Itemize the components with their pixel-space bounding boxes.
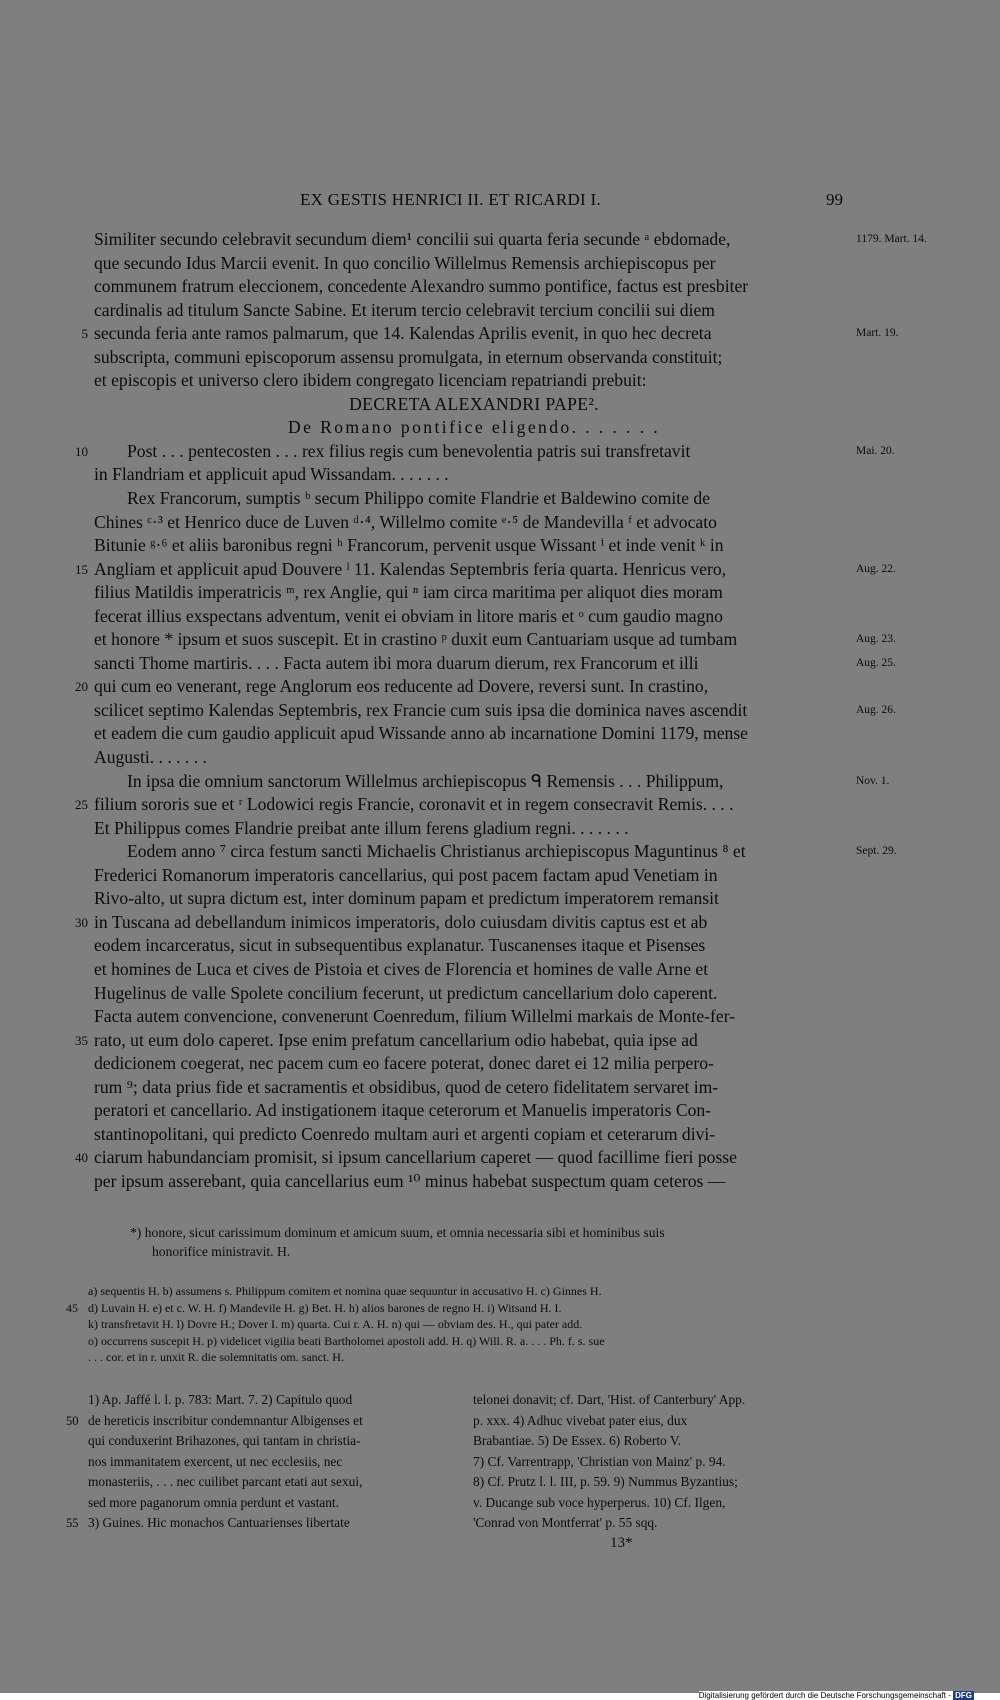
line-number: 40 (75, 1150, 88, 1166)
text-line-content: et honore * ipsum et suos suscepit. Et in crastino ᵖ duxit eum Cantuariam usque ad tumbam (94, 629, 738, 650)
margin-date: Aug. 22. (856, 562, 896, 575)
margin-date: Aug. 25. (856, 656, 896, 669)
text-line (94, 1170, 854, 1194)
text-line (94, 982, 854, 1006)
text-line (94, 605, 854, 629)
text-line (94, 1099, 854, 1123)
apparatus-text: . . . cor. et in r. unxit R. die solemnitatis om. sanct. H. (88, 1350, 344, 1365)
text-line-content: rum ⁹; data prius fide et sacramentis et obsidibus, quod de cetero fidelitatem servaret im- (94, 1076, 719, 1097)
footnote-text: nos immanitatem exercent, ut nec ecclesiis, nec (88, 1453, 343, 1469)
margin-date: Mai. 20. (856, 444, 895, 457)
text-line (94, 934, 854, 958)
text-line (94, 581, 854, 605)
text-line-content: communem fratrum eleccionem, concedente Alexandro summo pontifice, factus est presbiter (94, 276, 749, 297)
apparatus-line (66, 1300, 858, 1317)
text-line (94, 887, 854, 911)
text-line-content: Post . . . pentecosten . . . rex filius regis cum benevolentia patris sui transfretavit (127, 440, 691, 461)
footnotes-left-column (66, 1390, 458, 1534)
footnote-text: 8) Cf. Prutz l. l. III, p. 59. 9) Nummus Byzantius; (473, 1474, 738, 1489)
text-line (94, 652, 896, 676)
star-footnote-line: honorifice ministravit. H. (152, 1244, 291, 1259)
text-line-content: filium sororis sue et ʳ Lodowici regis Francie, coronavit et in regem consecravit Remis. . . . (94, 794, 734, 815)
apparatus-line (88, 1283, 858, 1300)
footnote-text: 3) Guines. Hic monachos Cantuarienses libertate (88, 1515, 350, 1530)
footnote-text: qui conduxerint Brihazones, qui tantam in christia- (88, 1433, 361, 1448)
text-line-content: in Tuscana ad debellandum inimicos imperatoris, dolo cuiusdam divitis captus est et ab (94, 911, 708, 932)
text-line-content: scilicet septimo Kalendas Septembris, rex Francie cum suis ipsa die dominica naves ascendit (94, 699, 748, 720)
line-number: 35 (75, 1032, 88, 1048)
text-line-content: cardinalis ad titulum Sancte Sabine. Et iterum tercio celebravit tercium concilii sui diem (94, 299, 715, 320)
text-line-content: DECRETA ALEXANDRI PAPE². (349, 393, 599, 414)
footnote-line (88, 1472, 458, 1493)
signature-mark: 13* (610, 1535, 633, 1551)
line-number: 25 (75, 797, 88, 813)
text-line-content: Hugelinus de valle Spolete concilium fecerunt, ut predictum cancellarium dolo caperent. (94, 982, 718, 1003)
star-footnote-line: *) honore, sicut carissimum dominum et amicum suum, et omnia necessaria sibi et hominibus suis (130, 1225, 665, 1240)
text-line-content: dedicionem coegerat, nec pacem cum eo facere poterat, donec daret ei 12 milia perpero- (94, 1053, 714, 1074)
text-line (75, 675, 854, 699)
text-line (75, 911, 854, 935)
text-line-content: rato, ut eum dolo caperet. Ipse enim prefatum cancellarium odio habebat, quia ipse ad (94, 1029, 698, 1050)
text-line (94, 369, 854, 393)
text-line-content: que secundo Idus Marcii evenit. In quo concilio Willelmus Remensis archiepiscopus per (94, 252, 716, 273)
footnote-text: v. Ducange sub voce hyperperus. 10) Cf. Ilgen, (473, 1494, 726, 1510)
text-line-content: Et Philippus comes Flandrie preibat ante illum ferens gladium regni. . . . . . . (94, 817, 629, 838)
text-line-content: in Flandriam et applicuit apud Wissandam. . . . . . . (94, 464, 449, 485)
text-line-content: In ipsa die omnium sanctorum Willelmus archiepiscopus ᑫ Remensis . . . Philippum, (127, 770, 724, 791)
text-line-content: per ipsum asserebant, quia cancellarius eum ¹⁰ minus habebat suspectum quam ceteros — (94, 1170, 726, 1191)
text-line (94, 252, 854, 276)
text-line (94, 416, 854, 440)
text-line-content: Augusti. . . . . . . (94, 747, 207, 768)
line-number: 50 (66, 1413, 79, 1428)
line-number: 20 (75, 679, 88, 695)
footnotes-right-column (473, 1390, 843, 1534)
text-line-content: sancti Thome martiris. . . . Facta autem ibi mora duarum dierum, rex Francorum et illi (94, 652, 699, 673)
footnote-line (88, 1431, 458, 1452)
apparatus-text: o) occurrens suscepit H. p) videlicet vigilia beati Bartholomei apostoli add. H. q) Will. R. a. . . . Ph. f. s. sue (88, 1333, 605, 1348)
text-line (94, 628, 896, 652)
apparatus-text: d) Luvain H. e) et c. W. H. f) Mandevile H. g) Bet. H. h) alios barones de regno H. i) Witsand H. I. (88, 1300, 562, 1315)
text-line (94, 864, 854, 888)
text-line (94, 393, 854, 417)
footnote-text: Brabantiae. 5) De Essex. 6) Roberto V. (473, 1433, 682, 1448)
line-number: 5 (81, 326, 88, 342)
apparatus-text: a) sequentis H. b) assumens s. Philippum comitem et nomina quae sequuntur in accusativo H. c) Ginnes H. (88, 1284, 602, 1298)
line-number: 45 (66, 1300, 78, 1315)
footnote-text: sed more paganorum omnia perdunt et vastant. (88, 1494, 340, 1510)
dfg-logo: DFG (955, 1691, 972, 1700)
text-line-content: Chines ᶜ·³ et Henrico duce de Luven ᵈ·⁴, Willelmo comite ᵉ·⁵ de Mandevilla ᶠ et advocato (94, 511, 717, 532)
margin-date: Sept. 29. (856, 845, 897, 858)
text-line (94, 699, 896, 723)
text-line-content: et eadem die cum gaudio applicuit apud Wissande anno ab incarnatione Domini 1179, mense (94, 723, 748, 744)
text-line (94, 511, 854, 535)
footnote-line (88, 1452, 458, 1473)
text-line (94, 746, 854, 770)
text-line-content: Frederici Romanorum imperatoris cancellarius, qui post pacem factam apud Venetiam in (94, 864, 718, 885)
critical-apparatus (66, 1283, 858, 1366)
footnote-line (473, 1390, 843, 1411)
apparatus-line (88, 1349, 858, 1366)
text-line-content: filius Matildis imperatricis ᵐ, rex Anglie, qui ⁿ iam circa maritima per aliquot dies moram (94, 582, 723, 603)
footnote-text: 1) Ap. Jaffé l. l. p. 783: Mart. 7. 2) Capitulo quod (88, 1392, 353, 1407)
text-line (94, 346, 854, 370)
text-line-content: Bitunie ᵍ·⁶ et aliis baronibus regni ʰ Francorum, pervenit usque Wissant ⁱ et inde venit ᵏ in (94, 535, 724, 556)
margin-date: Mart. 19. (856, 327, 899, 340)
text-line-content: et homines de Luca et cives de Pistoia et cives de Florencia et homines de valle Arne et (94, 958, 709, 979)
text-line (94, 958, 854, 982)
text-line-content: subscripta, communi episcoporum assensu promulgata, in eternum observanda constituit; (94, 346, 723, 367)
footnote-text: de hereticis inscribitur condemnantur Albigenses et (88, 1412, 363, 1428)
footnote-line (66, 1411, 458, 1432)
text-line-content: Eodem anno ⁷ circa festum sancti Michaelis Christianus archiepiscopus Maguntinus ⁸ et (127, 841, 746, 862)
apparatus-line (88, 1316, 858, 1333)
footnote-line (473, 1411, 843, 1432)
text-line (94, 1005, 854, 1029)
line-number: 30 (75, 914, 88, 930)
footnote-line (473, 1452, 843, 1473)
text-line (75, 1146, 854, 1170)
line-number: 55 (66, 1516, 79, 1530)
footnote-line (66, 1513, 458, 1534)
margin-date: 1179. Mart. 14. (856, 233, 927, 245)
credit-text: Digitalisierung gefördert durch die Deutsche Forschungsgemeinschaft - (698, 1691, 951, 1700)
text-line-content: Similiter secundo celebravit secundum diem¹ concilii sui quarta feria secunde ᵃ ebdomade, (94, 229, 731, 249)
footnote-line (473, 1431, 843, 1452)
footnote-line (473, 1472, 843, 1493)
margin-date: Aug. 26. (856, 703, 896, 716)
text-line-content: fecerat illius exspectans adventum, venit ei obviam in litore maris et ᵒ cum gaudio magno (94, 605, 723, 626)
text-line (94, 228, 927, 252)
footnote-text: 'Conrad von Montferrat' p. 55 sqq. (473, 1515, 658, 1530)
footnote-text: 7) Cf. Varrentrapp, 'Christian von Mainz' p. 94. (473, 1453, 726, 1469)
text-line-content: peratori et cancellario. Ad instigationem itaque ceterorum et Manuelis imperatoris Con- (94, 1100, 712, 1121)
line-number: 15 (75, 561, 88, 577)
text-line (94, 487, 854, 511)
text-line-content: Angliam et applicuit apud Douvere ˡ 11. Kalendas Septembris feria quarta. Henricus vero, (94, 558, 727, 579)
footnote-line (473, 1513, 843, 1534)
apparatus-text: k) transfretavit H. l) Dovre H.; Dover I. m) quarta. Cui r. A. H. n) qui — obviam des. H., qui pater add. (88, 1317, 583, 1332)
footnote-text: p. xxx. 4) Adhuc vivebat pater eius, dux (473, 1412, 688, 1428)
text-line (94, 770, 890, 794)
text-line (75, 440, 895, 464)
text-line (94, 299, 854, 323)
footnote-line (88, 1390, 458, 1411)
text-line (94, 1123, 854, 1147)
text-line-content: Facta autem convencione, convenerunt Coenredum, filium Willelmi markais de Monte-fer- (94, 1006, 736, 1027)
text-line-content: De Romano pontifice eligendo. . . . . . . (287, 417, 661, 438)
text-line (75, 793, 854, 817)
running-title: EX GESTIS HENRICI II. ET RICARDI I. (300, 190, 602, 209)
line-number: 10 (75, 443, 88, 459)
text-line (94, 1052, 854, 1076)
page-header (0, 190, 1000, 214)
footnote-line (88, 1493, 458, 1514)
text-line-content: qui cum eo venerant, rege Anglorum eos reducente ad Dovere, reversi sunt. In crastino, (94, 676, 709, 697)
apparatus-line (88, 1333, 858, 1350)
margin-date: Aug. 23. (856, 633, 896, 646)
text-line (94, 275, 854, 299)
text-line (94, 534, 854, 558)
digitization-credit (699, 1691, 974, 1700)
text-line (94, 1076, 854, 1100)
text-line-content: stantinopolitani, qui predicto Coenredo multam auri et argenti copiam et ceterarum divi- (94, 1123, 716, 1144)
text-line-content: eodem incarceratus, sicut in subsequentibus explanatur. Tuscanenses itaque et Pisenses (94, 935, 706, 956)
footnote-text: monasteriis, . . . nec cuilibet parcant etati aut sexui, (88, 1474, 363, 1489)
text-line-content: Rivo-alto, ut supra dictum est, inter dominum papam et predictum imperatorem remansit (94, 888, 719, 909)
footnote-text: telonei donavit; cf. Dart, 'Hist. of Canterbury' App. (473, 1392, 746, 1407)
star-footnote (130, 1223, 855, 1261)
text-line (81, 322, 899, 346)
page-number: 99 (826, 190, 843, 209)
footnote-line (473, 1493, 843, 1514)
margin-date: Nov. 1. (856, 774, 890, 787)
text-line (75, 558, 896, 582)
text-line-content: et episcopis et universo clero ibidem congregato licenciam repatriandi prebuit: (94, 370, 647, 391)
text-line (75, 1029, 854, 1053)
text-line-content: ciarum habundanciam promisit, si ipsum cancellarium caperet — quod facillime fieri posse (94, 1147, 737, 1168)
text-line (94, 817, 854, 841)
text-line (94, 840, 897, 864)
text-line-content: Rex Francorum, sumptis ᵇ secum Philippo comite Flandrie et Baldewino comite de (127, 488, 711, 509)
text-line (94, 463, 854, 487)
text-line (94, 722, 854, 746)
main-text (75, 228, 927, 1193)
text-line-content: secunda feria ante ramos palmarum, que 14. Kalendas Aprilis evenit, in quo hec decreta (94, 323, 712, 344)
